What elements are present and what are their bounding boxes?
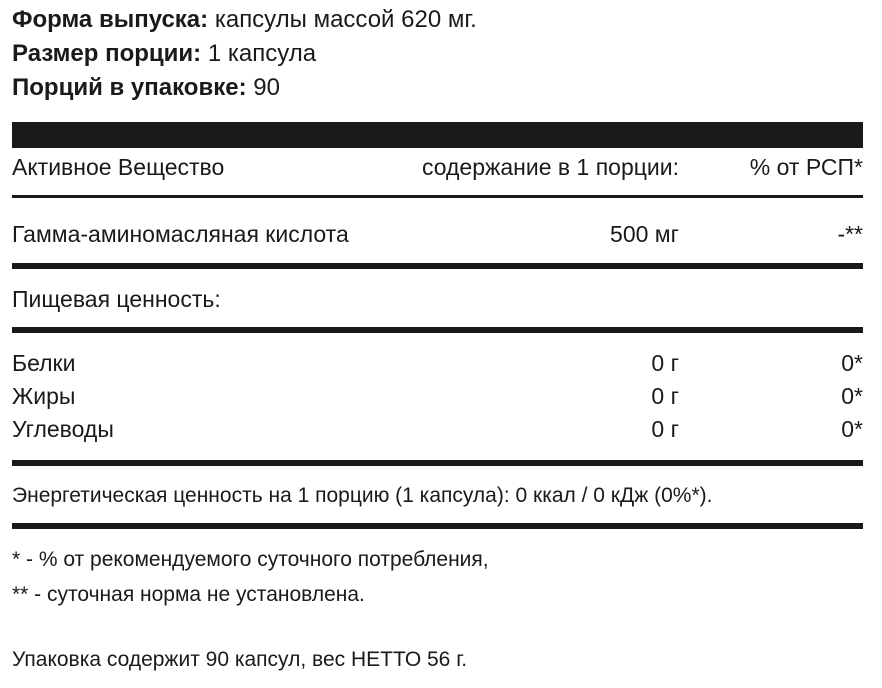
active-rsp: -**	[837, 221, 863, 247]
col-substance-header: Активное Вещество	[12, 154, 225, 180]
divider-thick	[12, 327, 863, 333]
servings-value: 90	[253, 74, 280, 101]
nutrition-name: Углеводы	[12, 416, 114, 442]
divider	[12, 195, 863, 198]
col-rsp-header: % от РСП*	[749, 154, 863, 180]
nutrition-amount: 0 г	[651, 383, 679, 409]
active-name: Гамма-аминомасляная кислота	[12, 221, 349, 247]
serving-label: Размер порции:	[12, 40, 202, 67]
footnote-norm: ** - суточная норма не установлена.	[12, 583, 365, 606]
nutrition-amount: 0 г	[651, 416, 679, 442]
servings-label: Порций в упаковке:	[12, 74, 247, 101]
table-top-bar	[12, 122, 863, 148]
package-info: Упаковка содержит 90 капсул, вес НЕТТО 56 г.	[12, 648, 468, 671]
form-label: Форма выпуска:	[12, 6, 209, 33]
serving-value: 1 капсула	[207, 40, 317, 67]
energy-value: Энергетическая ценность на 1 порцию (1 капсула): 0 ккал / 0 кДж (0%*).	[12, 484, 713, 507]
form-value: капсулы массой 620 мг.	[214, 6, 477, 33]
divider-thick	[12, 263, 863, 269]
nutrition-title: Пищевая ценность:	[12, 286, 221, 312]
active-amount: 500 мг	[610, 221, 679, 247]
table-bottom-bar	[12, 523, 863, 529]
nutrition-rsp: 0*	[841, 416, 863, 442]
servings-line	[12, 74, 280, 102]
divider-thick	[12, 460, 863, 466]
nutrition-name: Жиры	[12, 383, 76, 409]
footnote-rsp: * - % от рекомендуемого суточного потребления,	[12, 548, 489, 571]
form-line	[12, 6, 477, 34]
col-amount-header: содержание в 1 порции:	[421, 154, 679, 180]
nutrition-rsp: 0*	[841, 350, 863, 376]
serving-line	[12, 40, 316, 68]
nutrition-amount: 0 г	[651, 350, 679, 376]
nutrition-rsp: 0*	[841, 383, 863, 409]
nutrition-name: Белки	[12, 350, 76, 376]
